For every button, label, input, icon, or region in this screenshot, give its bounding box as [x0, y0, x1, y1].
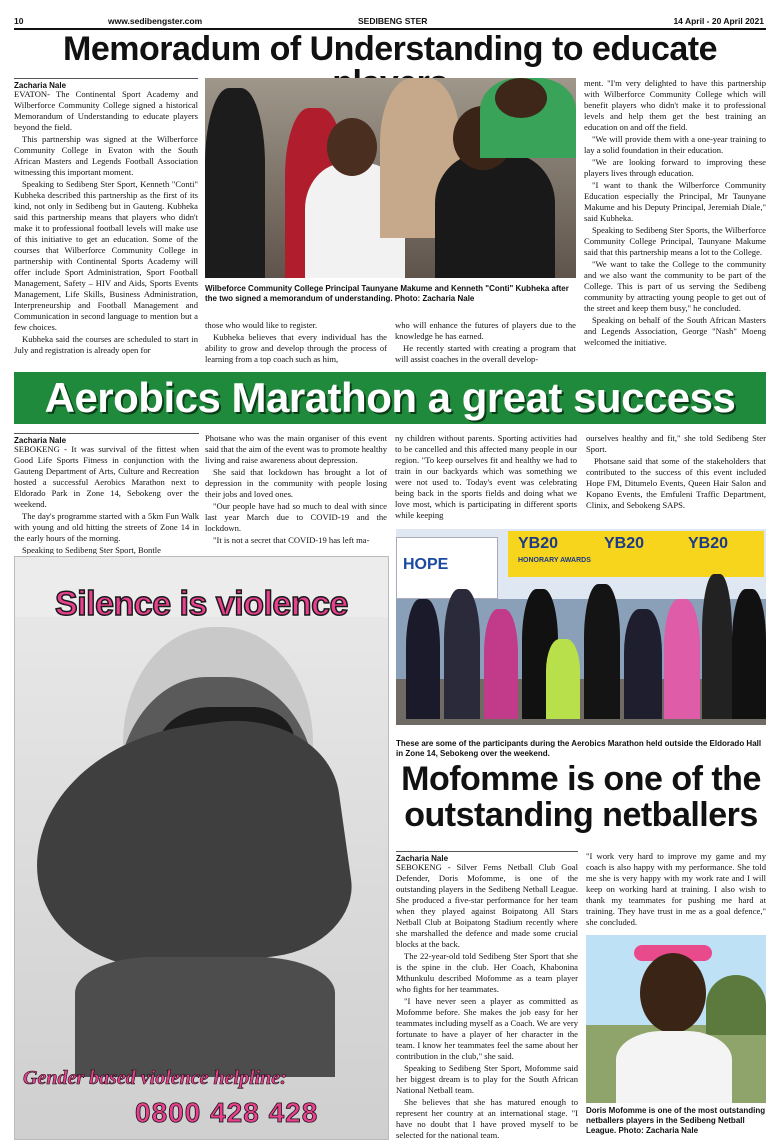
aerobics-photo [396, 529, 766, 725]
paragraph: "We will provide them with a one-year training to lay a solid foundation in their education. [584, 134, 766, 155]
paragraph: The day's programme started with a 5km Fun Walk with young and old hitting the streets of Zone 14 in the early hours of the morning. [14, 511, 199, 543]
article2-byline: Zacharia Nale [14, 433, 199, 445]
paragraph: She said that lockdown has brought a lot of depression in the community with people losing their jobs and loved ones. [205, 467, 387, 499]
paragraph: "We are looking forward to improving these players lives through education. [584, 157, 766, 178]
paragraph: "I have never seen a player as committed as Mofomme before. She makes the job easy for her teammates including myself as a Coach. We are very fortunate to have a player of her character in the team. I know her teammates feel the same about her contribution in the club," she said. [396, 996, 578, 1061]
paragraph: She believes that she has matured enough to represent her country at an international stage. "I have no doubt that I have proved myself to be selected for the national team. [396, 1097, 578, 1140]
paragraph: The 22-year-old told Sedibeng Ster Sport that she is the spine in the club. Her Coach, Khabonina Mthunkulu described Mofomme as a team player who fights for her teammates. [396, 951, 578, 994]
issue-date: 14 April - 20 April 2021 [673, 16, 764, 26]
article1-byline: Zacharia Nale [14, 78, 198, 90]
article2-col3 [395, 433, 577, 526]
article3-col1 [396, 862, 578, 1140]
paragraph: SEBOKENG - It was survival of the fittest when Good Life Sports Fitness in conjunction with the Gauteng Department of Arts, Culture and Recreation hosted a successful Aerobics Marathon next to Eldorado Park in Zone 14, Sebokeng over the weekend. [14, 444, 199, 509]
article2-col4 [586, 433, 766, 526]
paragraph: EVATON- The Continental Sport Academy and Wilberforce Community College signed a historical Memorandum of Understanding to educate players beyond the field. [14, 89, 198, 132]
white-jersey [616, 1031, 732, 1103]
helpline-number[interactable]: 0800 428 428 [135, 1097, 319, 1128]
article1-col2 [205, 320, 387, 366]
ad-title: Silence is violence [55, 585, 348, 623]
hope-banner: HOPE [396, 537, 498, 599]
paragraph: Speaking to Sedibeng Ster Sport, Mofomme said her biggest dream is to play for the South African National Netball team. [396, 1063, 578, 1095]
paragraph: Photsane who was the main organiser of this event said that the aim of the event was to promote healthy living and raise awareness about depression. [205, 433, 387, 465]
helpline-label: Gender based violence helpline: [23, 1067, 287, 1089]
paragraph: ourselves healthy and fit," she told Sedibeng Ster Sport. [586, 433, 766, 454]
paragraph: Speaking to Sedibeng Ster Sports, the Wilberforce Community College Principal, Taunyane Makume said that this partnership means a lot to the College. [584, 225, 766, 257]
article3-byline: Zacharia Nale [396, 851, 578, 863]
paragraph: "I want to thank the Wilberforce Community Education especially the Principal, Mr Taunyane Makume and his Deputy Principal, Jeremiah Diale," said Kubheka. [584, 180, 766, 223]
paragraph: Speaking on behalf of the South African Masters and Legends Association, George "Nash" Moeng welcomed the initiative. [584, 315, 766, 347]
netballer-photo [586, 935, 766, 1103]
page-number: 10 [14, 16, 24, 26]
paragraph: Speaking to Sedibeng Ster Sport, Kenneth "Conti" Kubheka described this partnership as the first of its kind, not only in Sedibeng but in Gauteng. Kubheka said this partnership means that players who didn't make it to professional football levels will make use of this initiative to get an education. Some of the courses that Wilberforce Community College in partnership with Continental Sports Academy will offer include Sport Administration, Sport Football Management, Safety – HIV and Aids, Sports Events Management, Life Skills, Business Administration, Interpreneurship and Football Management and Communication in second language to mention but a few choices. [14, 179, 198, 332]
paragraph: Photsane said that some of the stakeholders that contributed to the success of this event included Hope FM, Ditumelo Events, Queen Hair Salon and Kopano Events, the Emfuleni Traffic Department, Clinix, and Sebokeng SAPS. [586, 456, 766, 510]
paragraph: ny children without parents. Sporting activities had to be cancelled and this affected many people in our region. "To keep ourselves fit and healthy we had to train in our backyards which was something we were not used to. Today's event was celebrating being back in the sports fields and doing what we love most, which is participating in different sports while keeping [395, 433, 577, 520]
yb20-banner: YB20 YB20 YB20 HONORARY AWARDS [508, 531, 764, 577]
article2-col1 [14, 444, 199, 554]
article1-col4 [584, 78, 766, 366]
article1-headline: Memoradum of Understanding to educate [63, 30, 717, 68]
signing-photo [205, 78, 576, 278]
paragraph: SEBOKENG - Silver Fems Netball Club Goal Defender, Doris Mofomme, is one of the outstanding players in the Sedibeng Netball League. She produced a five-star performance for her team when they played against Boipatong All Stars Netball Club at Boipatong Stadium recently where she marshalled the defence and made some crucial blocks at the back. [396, 862, 578, 949]
paragraph: who will enhance the futures of players due to the knowledge he has earned. [395, 320, 576, 341]
paragraph: Kubheka said the courses are scheduled to start in July and registration is already open for [14, 334, 198, 355]
article1-col3 [395, 320, 576, 366]
paragraph: This partnership was signed at the Wilberforce Community College in Evaton with the South African Masters and Legends Football Association witnessing this important moment. [14, 134, 198, 177]
website: www.sedibengster.com [108, 16, 203, 26]
article1-col1 [14, 89, 198, 363]
paragraph: Speaking to Sedibeng Ster Sport, Bontle [22, 545, 161, 554]
paragraph: "It is not a secret that COVID-19 has left ma- [213, 535, 370, 545]
paragraph: "Our people have had so much to deal with since last year March due to COVID-19 and the lockdown. [205, 501, 387, 533]
face [640, 953, 706, 1033]
paragraph: ment. "I'm very delighted to have this partnership with Wilberforce Community College which will benefit players who didn't make it to professional levels and help them get the best training an education on and off the field. [584, 78, 766, 132]
paragraph: Kubheka believes that every individual has the ability to grow and develop through the process of learning from a top coach such as him, [205, 332, 387, 364]
article1-caption: Wilbeforce Community College Principal Taunyane Makume and Kenneth "Conti" Kubheka after the two signed a memorandum of understanding. Photo: Zacharia Nale [205, 284, 569, 303]
article2-caption: These are some of the participants during the Aerobics Marathon held outside the Eldorado Hall in Zone 14, Sebokeng over the weekend. [396, 739, 762, 758]
paragraph: "We want to take the College to the community and we also want the community to be part of the College. This is part of us serving the Sedibeng community by attracting young people to get out of the street and keep them busy," he concluded. [584, 259, 766, 313]
article2-col2 [205, 433, 387, 554]
article3-headline: Mofomme is one of the outstanding netballers [401, 760, 761, 834]
publication-name: SEDIBENG STER [358, 16, 428, 26]
paragraph: He recently started with creating a program that will assist coaches in the overall develop- [395, 343, 576, 364]
paragraph: "I work very hard to improve my game and my coach is also happy with my performance. She told me she is very happy with my work rate and I will keep on working hard at training. I also wish to thank my teammates for pushing me hard at training. They have trust in me as a goal defence," she concluded. [586, 851, 766, 927]
paragraph: those who would like to register. [205, 320, 318, 330]
article3-col2 [586, 851, 766, 931]
shoulder [75, 957, 335, 1077]
article3-caption: Doris Mofomme is one of the most outstanding netballers players in the Sedibeng Netball League. Photo: Zacharia Nale [586, 1106, 766, 1135]
gbv-advert [14, 556, 389, 1140]
article2-headline: Aerobics Marathon a great success [44, 374, 736, 421]
